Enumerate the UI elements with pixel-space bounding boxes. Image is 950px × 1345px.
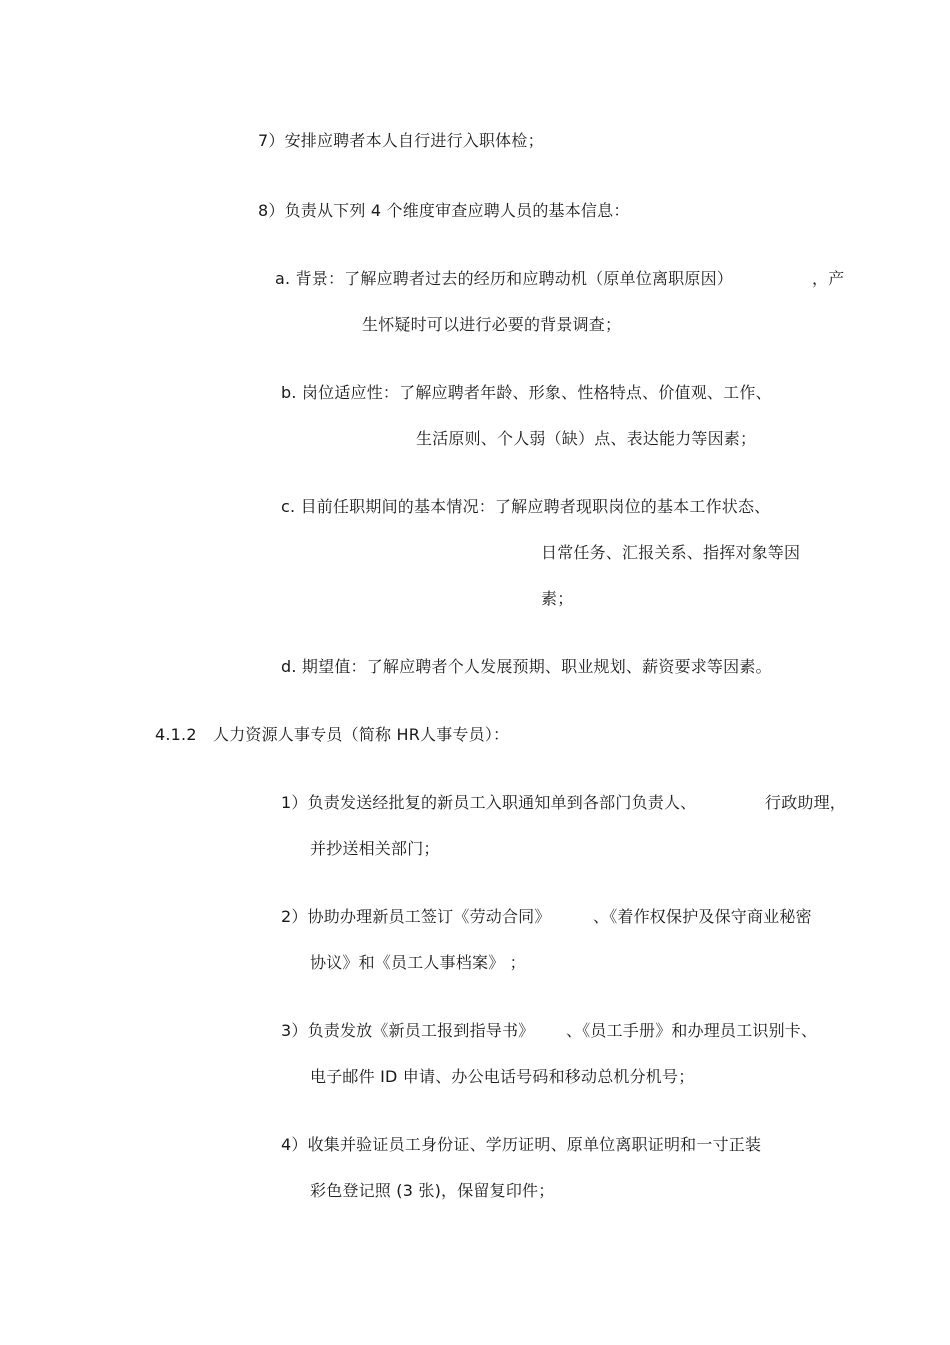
hr-item-1-line-2: 并抄送相关部门； — [310, 839, 440, 858]
section-number: 4.1.2 — [155, 725, 197, 744]
criterion-b-line-1: b. 岗位适应性：了解应聘者年龄、形象、性格特点、价值观、工作、 — [281, 383, 772, 402]
criterion-d-line-1: d. 期望值：了解应聘者个人发展预期、职业规划、薪资要求等因素。 — [281, 657, 772, 676]
hr-item-2-line-2: 协议》和《员工人事档案》 ； — [310, 953, 526, 972]
criterion-a-line-1-tail: ，产 — [812, 269, 845, 288]
criterion-c-line-1: c. 目前任职期间的基本情况：了解应聘者现职岗位的基本工作状态、 — [281, 497, 771, 516]
criterion-a-line-1: a. 背景：了解应聘者过去的经历和应聘动机（原单位离职原因） — [275, 269, 733, 288]
criterion-c-line-2: 日常任务、汇报关系、指挥对象等因 — [541, 543, 801, 562]
hr-item-3-line-2: 电子邮件 ID 申请、办公电话号码和移动总机分机号； — [310, 1067, 695, 1086]
criterion-b-line-2: 生活原则、个人弱（缺）点、表达能力等因素； — [416, 429, 757, 448]
hr-item-4-line-1: 4）收集并验证员工身份证、学历证明、原单位离职证明和一寸正装 — [281, 1135, 762, 1154]
hr-item-1-line-1-tail: 行政助理， — [765, 793, 847, 812]
hr-item-2-line-1-tail: 、《着作权保护及保守商业秘密 — [593, 907, 812, 926]
hr-item-1-line-1: 1）负责发送经批复的新员工入职通知单到各部门负责人、 — [281, 793, 697, 812]
hr-item-4-line-2: 彩色登记照 (3 张)，保留复印件； — [310, 1181, 555, 1200]
hr-item-2-line-1: 2）协助办理新员工签订《劳动合同》 — [281, 907, 551, 926]
hr-item-3-line-1: 3）负责发放《新员工报到指导书》 — [281, 1021, 535, 1040]
section-title: 人力资源人事专员（简称 HR人事专员）： — [213, 725, 510, 744]
hr-item-3-line-1-tail: 、《员工手册》和办理员工识别卡、 — [566, 1021, 818, 1040]
criterion-c-line-3: 素； — [541, 589, 574, 608]
item-7: 7）安排应聘者本人自行进行入职体检； — [258, 131, 544, 150]
criterion-a-line-2: 生怀疑时可以进行必要的背景调查； — [362, 315, 622, 334]
item-8: 8）负责从下列 4 个维度审查应聘人员的基本信息： — [258, 201, 630, 220]
